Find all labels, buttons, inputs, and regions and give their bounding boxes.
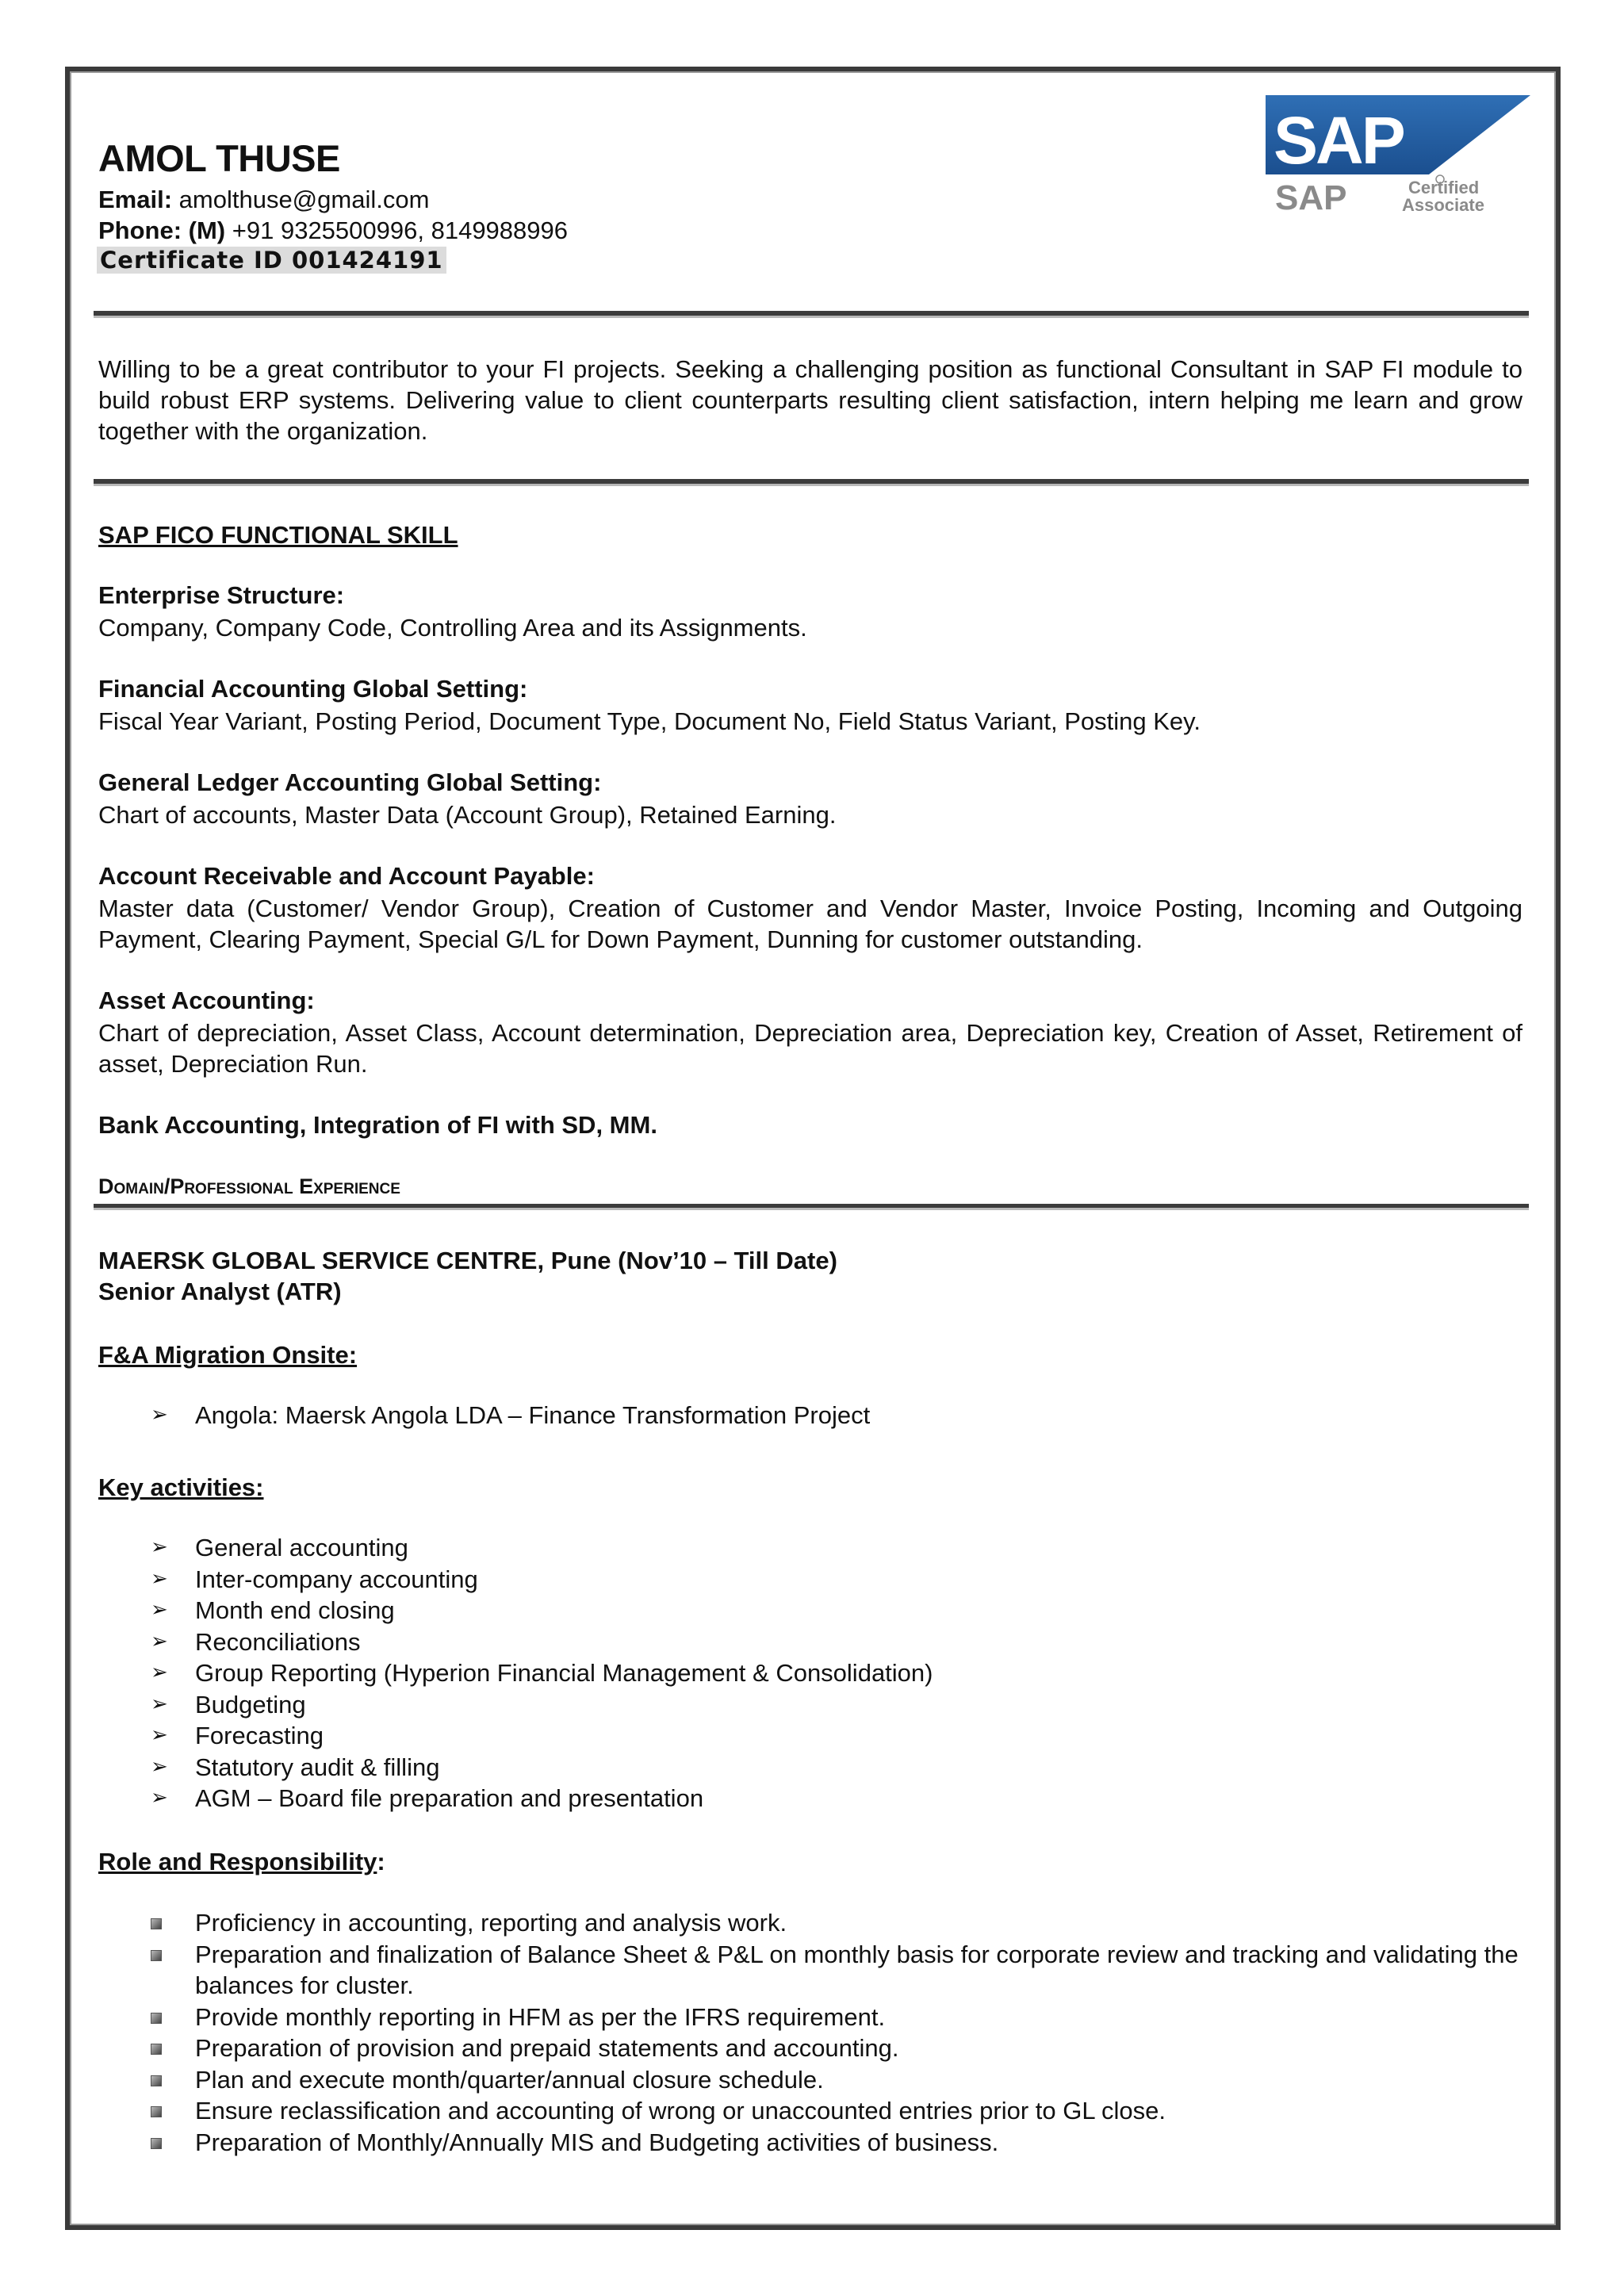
svg-text:Associate: Associate	[1402, 195, 1484, 214]
arap-text: Master data (Customer/ Vendor Group), Creation of Customer and Vendor Master, Invoice Posting, Incoming and Outgoing Payment, Clearing Payment, Special G/L for Down Payment, Dunning for customer outstanding.	[98, 895, 1522, 953]
divider	[94, 1204, 1529, 1210]
phone-value: +91 9325500996, 8149988996	[232, 216, 569, 244]
email-label: Email:	[98, 186, 173, 213]
list-item: ➢ Statutory audit & filling	[151, 1752, 1530, 1784]
responsibility-heading-text: Role and Responsibility	[98, 1848, 377, 1875]
fa-title: Financial Accounting Global Setting:	[98, 675, 528, 703]
list-item: Preparation of provision and prepaid statements and accounting.	[151, 2033, 1530, 2064]
migration-list	[151, 1400, 1530, 1431]
objective-text: Willing to be a great contributor to your FI projects. Seeking a challenging position as functional Consultant in SAP FI module to build robust ERP systems. Delivering value to client counterparts resulting client satisfaction, intern helping me learn and grow together with the organization.	[98, 355, 1522, 445]
list-item: Provide monthly reporting in HFM as per the IFRS requirement.	[151, 2002, 1530, 2033]
list-item: ➢ Inter-company accounting	[151, 1564, 1530, 1596]
list-item: Preparation and finalization of Balance Sheet & P&L on monthly basis for corporate review and tracking and validating the balances for cluster.	[151, 1939, 1530, 2002]
svg-text:Certified: Certified	[1408, 178, 1480, 197]
email-line	[98, 186, 429, 214]
list-item: Proficiency in accounting, reporting and analysis work.	[151, 1907, 1530, 1939]
divider	[94, 479, 1529, 486]
list-item: ➢ Budgeting	[151, 1689, 1530, 1721]
list-item: Plan and execute month/quarter/annual closure schedule.	[151, 2064, 1530, 2096]
company-line: MAERSK GLOBAL SERVICE CENTRE, Pune (Nov’10 – Till Date)	[98, 1247, 837, 1274]
gl-title: General Ledger Accounting Global Setting:	[98, 768, 602, 796]
gl-text: Chart of accounts, Master Data (Account Group), Retained Earning.	[98, 801, 837, 829]
sap-certified-logo	[1266, 95, 1530, 214]
candidate-name: AMOL THUSE	[98, 137, 340, 179]
responsibilities-list	[151, 1907, 1530, 2158]
arap-title: Account Receivable and Account Payable:	[98, 862, 595, 890]
skills-heading: SAP FICO FUNCTIONAL SKILL	[98, 521, 458, 549]
responsibility-heading	[98, 1848, 385, 1876]
experience-heading: Domain/Professional Experience	[98, 1174, 400, 1198]
certificate-id: Certificate ID 001424191	[97, 247, 446, 274]
list-item: Ensure reclassification and accounting of wrong or unaccounted entries prior to GL close.	[151, 2095, 1530, 2127]
divider	[94, 311, 1529, 318]
phone-label: Phone: (M)	[98, 216, 226, 244]
list-item: ➢ Reconciliations	[151, 1626, 1530, 1658]
asset-text: Chart of depreciation, Asset Class, Account determination, Depreciation area, Depreciation key, Creation of Asset, Retirement of asset, Depreciation Run.	[98, 1019, 1522, 1078]
list-item: ➢ Month end closing	[151, 1595, 1530, 1626]
activities-list	[151, 1532, 1530, 1814]
activities-heading: Key activities:	[98, 1473, 264, 1501]
svg-text:SAP: SAP	[1275, 178, 1347, 214]
bank-accounting: Bank Accounting, Integration of FI with SD, MM.	[98, 1111, 657, 1139]
list-item: ➢ General accounting	[151, 1532, 1530, 1564]
list-item: ➢ Group Reporting (Hyperion Financial Management & Consolidation)	[151, 1657, 1530, 1689]
fa-text: Fiscal Year Variant, Posting Period, Document Type, Document No, Field Status Variant, Posting Key.	[98, 707, 1201, 735]
migration-heading: F&A Migration Onsite:	[98, 1341, 358, 1369]
enterprise-title: Enterprise Structure:	[98, 581, 345, 609]
enterprise-text: Company, Company Code, Controlling Area and its Assignments.	[98, 614, 807, 642]
svg-text:SAP: SAP	[1274, 103, 1404, 178]
list-item: Preparation of Monthly/Annually MIS and Budgeting activities of business.	[151, 2127, 1530, 2159]
job-title: Senior Analyst (ATR)	[98, 1278, 342, 1305]
list-item: ➢ Angola: Maersk Angola LDA – Finance Transformation Project	[151, 1400, 1530, 1431]
email-value[interactable]: amolthuse@gmail.com	[178, 186, 430, 213]
asset-title: Asset Accounting:	[98, 987, 315, 1014]
list-item: ➢ Forecasting	[151, 1720, 1530, 1752]
list-item: ➢ AGM – Board file preparation and presentation	[151, 1783, 1530, 1814]
responsibility-heading-colon: :	[377, 1848, 385, 1875]
phone-line	[98, 216, 568, 245]
